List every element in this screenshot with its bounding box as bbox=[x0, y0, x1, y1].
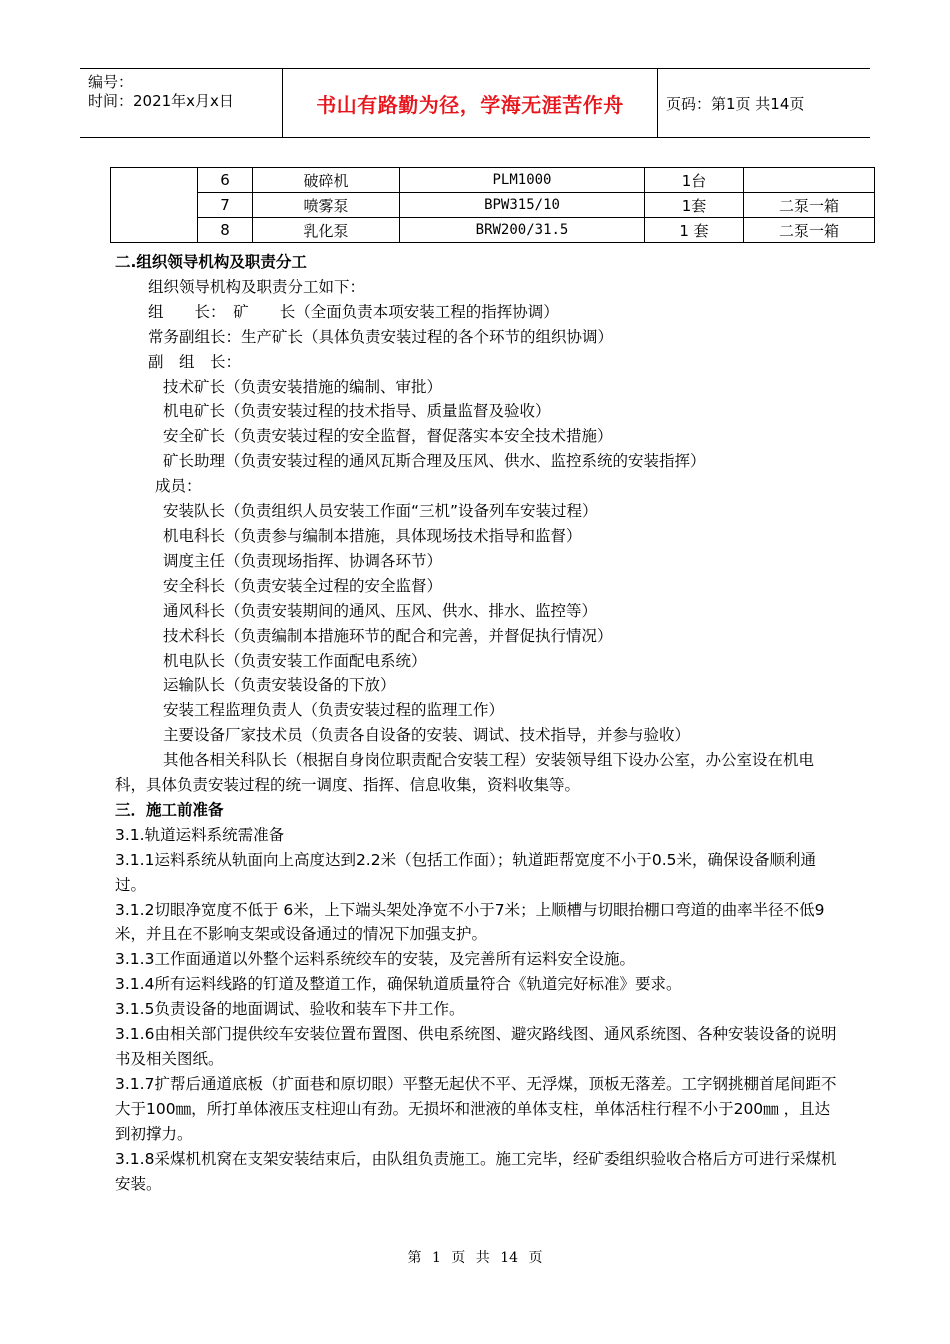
document-body bbox=[115, 250, 840, 1196]
member-item: 运输队长（负责安装设备的下放） bbox=[163, 676, 396, 695]
prep-item: 3.1.8采煤机机窝在支架安装结束后，由队组负责施工。施工完毕，经矿委组织验收合格后方可进行采煤机安装。 bbox=[115, 1149, 837, 1193]
org-members-label: 成员： bbox=[155, 477, 202, 496]
row-name: 破碎机 bbox=[253, 168, 400, 193]
number-label: 编号： bbox=[88, 73, 134, 91]
section-2-title: 二.组织领导机构及职责分工 bbox=[115, 253, 307, 271]
row-model: PLM1000 bbox=[400, 168, 645, 193]
org-intro: 组织领导机构及职责分工如下： bbox=[148, 277, 366, 296]
prep-item: 3.1.2切眼净宽度不低于 6米，上下端头架处净宽不小于7米；上顺槽与切眼抬棚口弯道的曲率半径不低9 米，并且在不影响支架或设备通过的情况下加强支护。 bbox=[115, 900, 825, 944]
member-item: 通风科长（负责安装期间的通风、压风、供水、排水、监控等） bbox=[163, 601, 598, 620]
member-item: 主要设备厂家技术员（负责各自设备的安装、调试、技术指导，并参与验收） bbox=[163, 726, 691, 745]
row-no: 8 bbox=[198, 218, 253, 243]
row-no: 6 bbox=[198, 168, 253, 193]
deputy-item: 矿长助理（负责安装过程的通风瓦斯合理及压风、供水、监控系统的安装指挥） bbox=[163, 452, 706, 471]
row-model: BRW200/31.5 bbox=[400, 218, 645, 243]
org-exec-deputy: 常务副组长：生产矿长（具体负责安装过程的各个环节的组织协调） bbox=[148, 327, 614, 346]
table-row bbox=[111, 218, 875, 243]
org-deputy-label: 副 组 长： bbox=[148, 352, 242, 371]
member-item: 安装工程监理负责人（负责安装过程的监理工作） bbox=[163, 701, 505, 720]
time-label: 时间：2021年x月x日 bbox=[88, 92, 234, 110]
table-row bbox=[111, 193, 875, 218]
row-note: 二泵一箱 bbox=[744, 193, 875, 218]
section-3-title: 三．施工前准备 bbox=[115, 800, 224, 819]
deputy-item: 安全矿长（负责安装过程的安全监督，督促落实本安全技术措施） bbox=[163, 427, 613, 446]
org-leader: 组 长： 矿 长（全面负责本项安装工程的指挥协调） bbox=[148, 302, 559, 321]
page-header bbox=[80, 68, 870, 138]
section-3-subtitle: 3.1.轨道运料系统需准备 bbox=[115, 825, 285, 844]
header-page-info: 页码：第1页 共14页 bbox=[666, 94, 805, 113]
row-model: BPW315/10 bbox=[400, 193, 645, 218]
member-item: 调度主任（负责现场指挥、协调各环节） bbox=[163, 551, 443, 570]
header-motto: 书山有路勤为径，学海无涯苦作舟 bbox=[282, 69, 658, 137]
row-name: 喷雾泵 bbox=[253, 193, 400, 218]
prep-item: 3.1.5负责设备的地面调试、验收和装车下井工作。 bbox=[115, 1000, 465, 1019]
row-qty: 1套 bbox=[645, 193, 744, 218]
equipment-table bbox=[110, 167, 875, 243]
row-no: 7 bbox=[198, 193, 253, 218]
row-name: 乳化泵 bbox=[253, 218, 400, 243]
prep-item: 3.1.4所有运料线路的钉道及整道工作，确保轨道质量符合《轨道完好标准》要求。 bbox=[115, 975, 682, 994]
deputy-item: 技术矿长（负责安装措施的编制、审批） bbox=[163, 377, 443, 396]
member-item: 安全科长（负责安装全过程的安全监督） bbox=[163, 576, 443, 595]
row-note bbox=[744, 168, 875, 193]
header-meta bbox=[88, 73, 278, 111]
row-note: 二泵一箱 bbox=[744, 218, 875, 243]
prep-item: 3.1.6由相关部门提供绞车安装位置布置图、供电系统图、避灾路线图、通风系统图、各种安装设备的说明书及相关图纸。 bbox=[115, 1025, 837, 1068]
org-others-paragraph: 其他各相关科队长（根据自身岗位职责配合安装工程）安装领导组下设办公室，办公室设在机电科，具体负责安装过程的统一调度、指挥、信息收集，资料收集等。 bbox=[115, 751, 815, 795]
member-item: 技术科长（负责编制本措施环节的配合和完善，并督促执行情况） bbox=[163, 626, 613, 645]
page-footer: 第 1 页 共 14 页 bbox=[407, 1250, 543, 1266]
merged-cell bbox=[111, 168, 198, 243]
member-item: 机电科长（负责参与编制本措施，具体现场技术指导和监督） bbox=[163, 526, 582, 545]
prep-item: 3.1.3工作面通道以外整个运料系统绞车的安装，及完善所有运料安全设施。 bbox=[115, 950, 635, 969]
row-qty: 1台 bbox=[645, 168, 744, 193]
member-item: 安装队长（负责组织人员安装工作面“三机”设备列车安装过程） bbox=[163, 502, 598, 521]
table-row bbox=[111, 168, 875, 193]
prep-item: 3.1.7扩帮后通道底板（扩面巷和原切眼）平整无起伏不平、无浮煤，顶板无落差。工字钢挑棚首尾间距不大于100㎜，所打单体液压支柱迎山有劲。无损坏和泄液的单体支柱，单体活柱行程不小于200㎜ ，且达到初撑力。 bbox=[115, 1074, 837, 1143]
deputy-item: 机电矿长（负责安装过程的技术指导、质量监督及验收） bbox=[163, 402, 551, 421]
prep-item: 3.1.1运料系统从轨面向上高度达到2.2米（包括工作面）；轨道距帮宽度不小于0.5米，确保设备顺利通过。 bbox=[115, 850, 816, 894]
row-qty: 1 套 bbox=[645, 218, 744, 243]
member-item: 机电队长（负责安装工作面配电系统） bbox=[163, 651, 427, 670]
